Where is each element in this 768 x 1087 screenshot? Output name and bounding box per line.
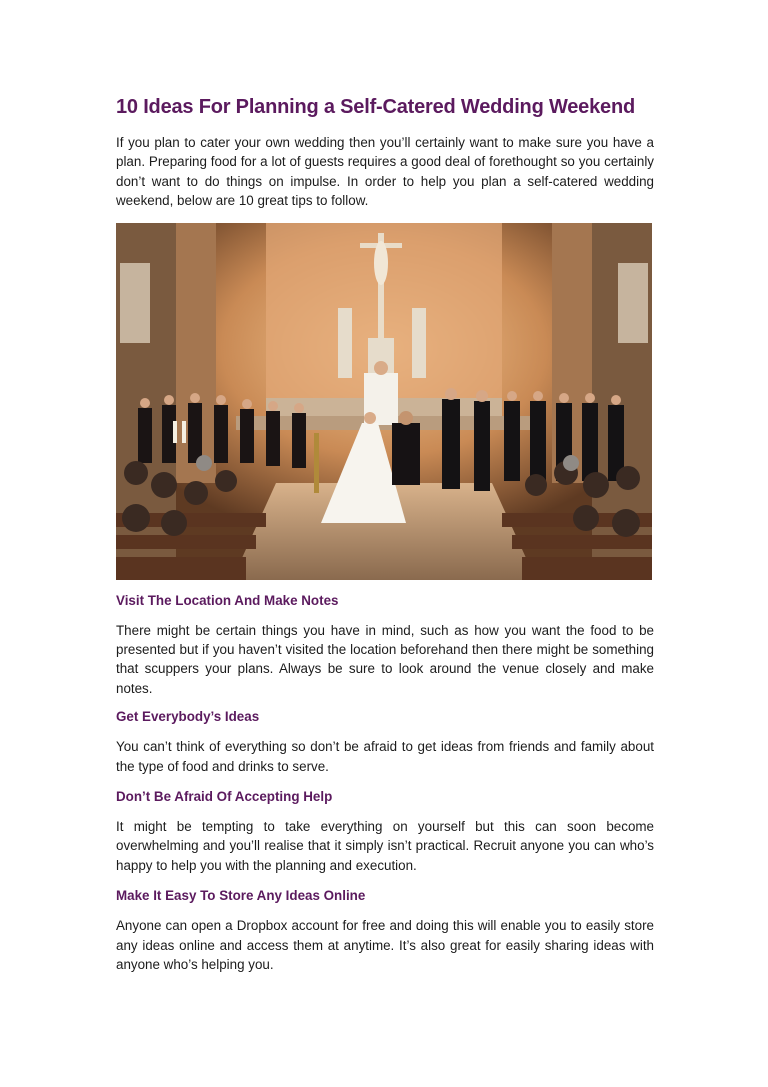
section-body-store-ideas-online: Anyone can open a Dropbox account for free and doing this will enable you to easily store any ideas online and access them at anytime. It’s also great for easily sharing ideas with anyone who’s helping you. [116,918,654,973]
section-body-accepting-help: It might be tempting to take everything on yourself but this can soon become overwhelming and you’ll realise that it simply isn’t practical. Recruit anyone you can who’s happy to help you with the planning and execution. [116,819,654,873]
section-body-visit-location: There might be certain things you have in mind, such as how you want the food to be presented but if you haven’t visited the location beforehand then there might be something that scuppers your plans. Always be sure to look around the venue closely and make notes. [116,622,654,696]
section-heading-everybody-ideas: Get Everybody’s Ideas [116,709,260,725]
article [116,94,654,975]
section-body-everybody-ideas: You can’t think of everything so don’t be afraid to get ideas from friends and family about the type of food and drinks to serve. [116,739,654,774]
section-heading-store-ideas-online: Make It Easy To Store Any Ideas Online [116,888,366,904]
page-title: 10 Ideas For Planning a Self-Catered Wedding Weekend [116,96,635,118]
wedding-ceremony-photo [116,223,652,580]
section-heading-accepting-help: Don’t Be Afraid Of Accepting Help [116,789,333,805]
section-heading-visit-location: Visit The Location And Make Notes [116,592,339,608]
intro-paragraph: If you plan to cater your own wedding then you’ll certainly want to make sure you have a plan. Preparing food for a lot of guests requires a good deal of forethought so you certainly don’t want to do things on impulse. In order to help you plan a self-catered wedding weekend, below are 10 great tips to follow. [116,135,654,209]
